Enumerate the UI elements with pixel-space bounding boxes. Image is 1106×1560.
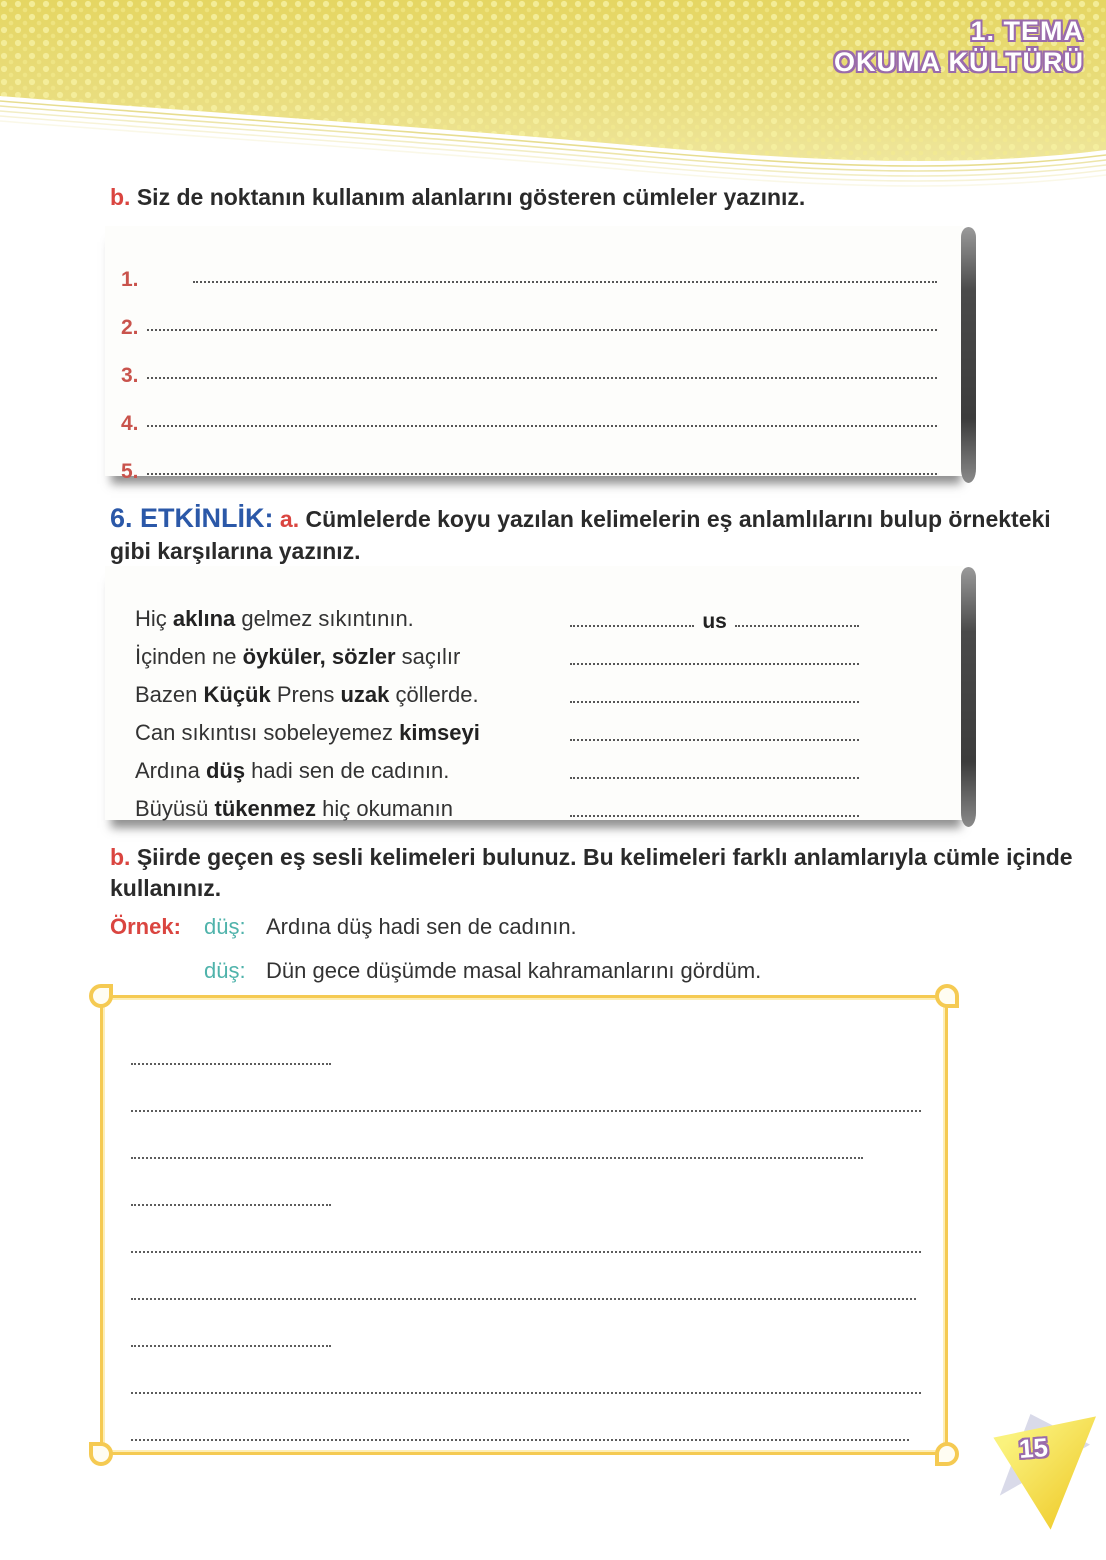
- answer-example-word: us: [702, 610, 727, 633]
- write-slot: [131, 1018, 945, 1065]
- activity6-heading: [110, 500, 1085, 567]
- row-number: 4.: [121, 412, 139, 435]
- section-b2-label: b.: [110, 844, 131, 870]
- homonym-word-2: düş:: [204, 958, 246, 983]
- write-line-2[interactable]: [147, 328, 937, 331]
- poem-line: Hiç aklına gelmez sıkıntının.: [135, 606, 414, 631]
- poem-row-3: [105, 670, 963, 708]
- header-band: [0, 0, 1106, 190]
- answer-area-3[interactable]: [570, 700, 859, 708]
- corner-ornament-icon: [935, 984, 959, 1008]
- poem-line: İçinden ne öyküler, sözler saçılır: [135, 644, 461, 669]
- answer-dots[interactable]: [570, 814, 859, 817]
- answer-area-4[interactable]: [570, 738, 859, 746]
- answer-dots[interactable]: [570, 776, 859, 779]
- activity6-instruction: Cümlelerde koyu yazılan kelimelerin eş anlamlılarını bulup örnekteki gibi karşılarına yazınız.: [110, 506, 1051, 565]
- write-slot: [131, 1300, 945, 1347]
- write-slot: [131, 1112, 945, 1159]
- free-write-line-3[interactable]: [131, 1156, 863, 1159]
- write-slot: [131, 1159, 945, 1206]
- free-write-line-6[interactable]: [131, 1297, 916, 1300]
- theme-number: 1. TEMA: [970, 16, 1084, 46]
- corner-ornament-icon: [935, 1442, 959, 1466]
- row-number: 1.: [121, 268, 139, 291]
- poem-line: Can sıkıntısı sobeleyemez kimseyi: [135, 720, 480, 745]
- write-line-3[interactable]: [147, 376, 937, 379]
- answer-writing-box: [100, 995, 948, 1455]
- poem-row-2: [105, 632, 963, 670]
- example-sentence-1: Ardına düş hadi sen de cadının.: [266, 914, 577, 939]
- answer-area-5[interactable]: [570, 776, 859, 784]
- corner-ornament-icon: [89, 1442, 113, 1466]
- section-b2-text: Şiirde geçen eş sesli kelimeleri bulunuz. Bu kelimeleri farklı anlamlarıyla cümle içinde kullanınız.: [110, 844, 1073, 902]
- row-number: 5.: [121, 460, 139, 483]
- write-slot: [131, 1394, 945, 1441]
- write-slot: [131, 1253, 945, 1300]
- example-row-1: [110, 916, 1010, 938]
- answer-dots[interactable]: [570, 700, 859, 703]
- homonym-word-1: düş:: [204, 914, 246, 939]
- poem-row-6: [105, 784, 963, 822]
- row-number: 2.: [121, 316, 139, 339]
- answer-dots[interactable]: [570, 738, 859, 741]
- write-slot: [131, 1206, 945, 1253]
- answer-dots-left[interactable]: [570, 624, 694, 627]
- poem-line: Bazen Küçük Prens uzak çöllerde.: [135, 682, 479, 707]
- answer-area-6[interactable]: [570, 814, 859, 822]
- writing-lines-box: [105, 226, 963, 483]
- write-row-1: [105, 242, 963, 290]
- theme-header: [834, 16, 1084, 78]
- row-number: 3.: [121, 364, 139, 387]
- free-write-line-8[interactable]: [131, 1391, 921, 1394]
- answer-area-2[interactable]: [570, 662, 859, 670]
- answer-area-1[interactable]: [570, 611, 859, 632]
- section-b2-heading: [110, 842, 1100, 904]
- write-line-1[interactable]: [193, 280, 937, 283]
- write-row-2: [105, 290, 963, 338]
- answer-dots-right[interactable]: [735, 624, 859, 627]
- write-line-4[interactable]: [147, 424, 937, 427]
- poem-row-4: [105, 708, 963, 746]
- answer-dots[interactable]: [570, 662, 859, 665]
- free-write-line-2[interactable]: [131, 1109, 921, 1112]
- example-label-spacer: [110, 960, 204, 982]
- write-line-5[interactable]: [147, 472, 937, 475]
- poem-line: Büyüsü tükenmez hiç okumanın: [135, 796, 453, 821]
- activity6-title: 6. ETKİNLİK:: [110, 503, 274, 533]
- page-number: 15: [1018, 1432, 1049, 1464]
- section-b1-text: Siz de noktanın kullanım alanlarını gösteren cümleler yazınız.: [136, 184, 806, 210]
- poem-row-1: [105, 594, 963, 632]
- write-slot: [131, 1065, 945, 1112]
- activity6-part-label: a.: [279, 506, 300, 532]
- free-write-line-9[interactable]: [131, 1438, 909, 1441]
- example-block: [110, 916, 1010, 1004]
- section-b1-label: b.: [110, 184, 131, 210]
- free-write-line-4[interactable]: [131, 1203, 331, 1206]
- free-write-line-7[interactable]: [131, 1344, 331, 1347]
- write-row-4: [105, 386, 963, 434]
- poem-row-5: [105, 746, 963, 784]
- free-write-line-5[interactable]: [131, 1250, 921, 1253]
- example-label: Örnek:: [110, 914, 181, 939]
- example-sentence-2: Dün gece düşümde masal kahramanlarını gördüm.: [266, 958, 762, 983]
- section-b1-heading: [110, 182, 1085, 213]
- poem-box: [105, 566, 963, 820]
- write-row-3: [105, 338, 963, 386]
- poem-line: Ardına düş hadi sen de cadının.: [135, 758, 450, 783]
- write-row-5: [105, 434, 963, 482]
- theme-title: OKUMA KÜLTÜRÜ: [834, 47, 1084, 78]
- corner-ornament-icon: [89, 984, 113, 1008]
- example-row-2: [110, 960, 1010, 982]
- write-slot: [131, 1347, 945, 1394]
- free-write-line-1[interactable]: [131, 1062, 331, 1065]
